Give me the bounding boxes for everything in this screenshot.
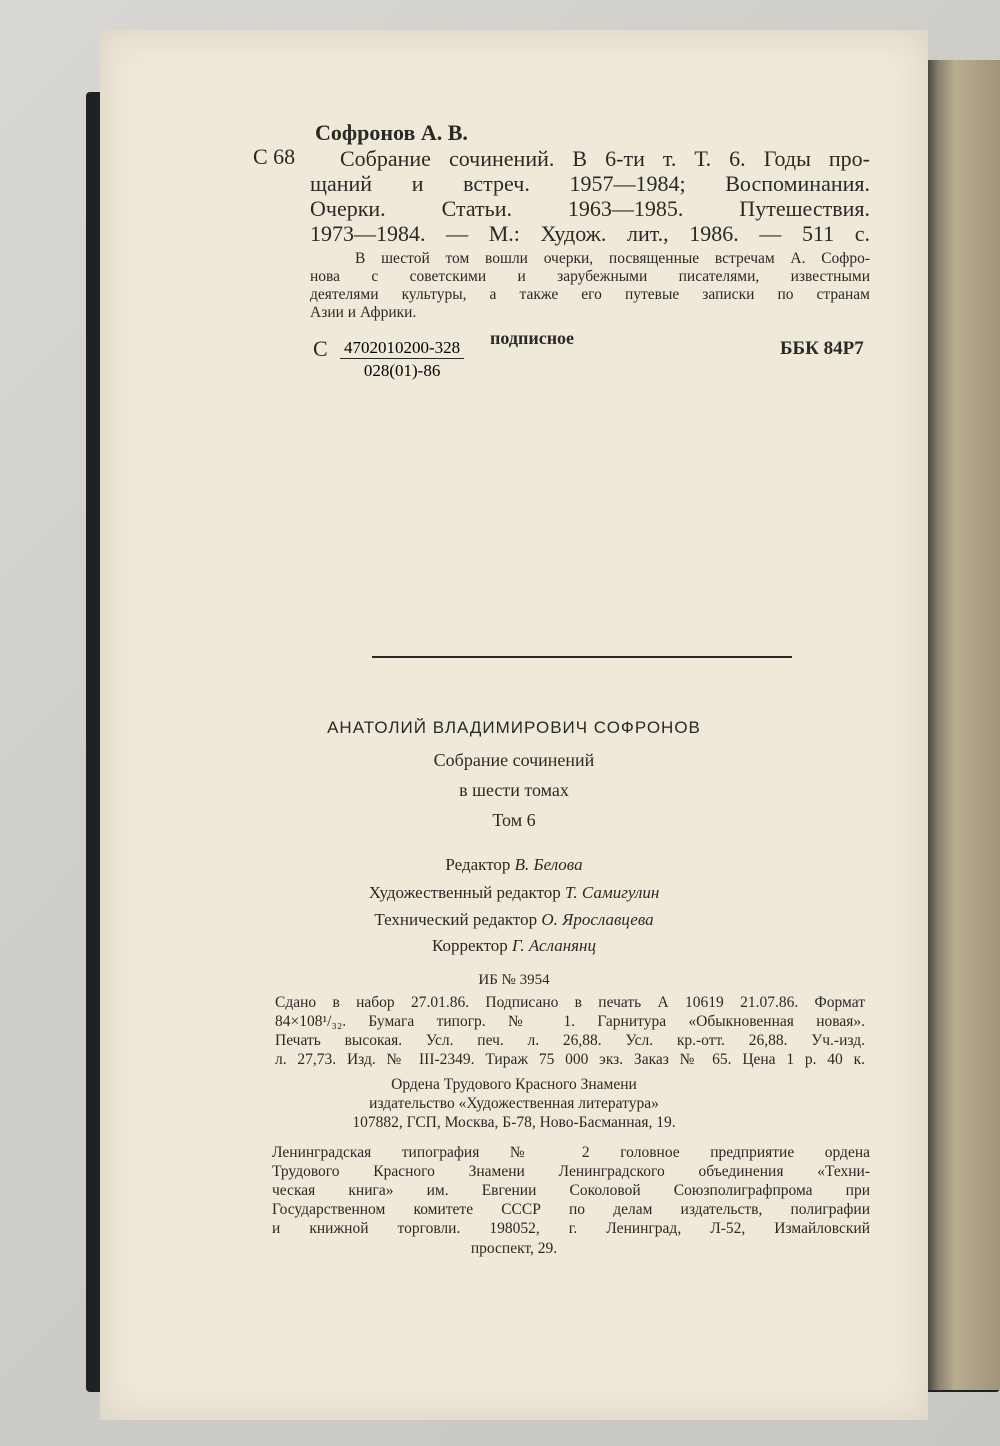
entry-line-1: Собрание сочинений. В 6-ти т. Т. 6. Годы про- <box>340 146 870 171</box>
book-page <box>100 30 928 1420</box>
credit-name: Г. Асланянц <box>512 936 596 955</box>
production-line-4: л. 27,73. Изд. № III-2349. Тираж 75 000 экз. Заказ № 65. Цена 1 р. 40 к. <box>275 1051 865 1068</box>
index-denominator: 028(01)-86 <box>363 361 441 380</box>
annotation-line-4: Азии и Африки. <box>310 304 417 321</box>
index-fraction <box>340 338 464 381</box>
printer-line-3: ческая книга» им. Евгении Соколовой Союзполиграфпрома при <box>272 1182 870 1199</box>
entry-line-2: щаний и встреч. 1957—1984; Воспоминания. <box>310 171 870 196</box>
annotation-line-1: В шестой том вошли очерки, посвященные встречам А. Софро- <box>355 250 870 267</box>
publisher-line-2: издательство «Художественная литература» <box>369 1095 659 1112</box>
series-title: Собрание сочинений <box>433 750 595 770</box>
credit-name: Т. Самигулин <box>565 883 660 902</box>
credit-editor <box>100 855 928 875</box>
entry-line-3: Очерки. Статьи. 1963—1985. Путешествия. <box>310 196 870 221</box>
printer-line-1: Ленинградская типография № 2 головное предприятие ордена <box>272 1144 870 1161</box>
entry-line-4: 1973—1984. — М.: Худож. лит., 1986. — 511 с. <box>310 221 870 246</box>
separator-rule <box>372 656 792 658</box>
author-full-name: АНАТОЛИЙ ВЛАДИМИРОВИЧ СОФРОНОВ <box>327 718 701 737</box>
right-page-edge <box>925 60 1000 1390</box>
printer-line-6: проспект, 29. <box>470 1240 558 1257</box>
annotation-line-3: деятелями культуры, а также его путевые записки по странам <box>310 286 870 303</box>
author-heading: Софронов А. В. <box>315 120 468 145</box>
credit-role: Корректор <box>432 936 508 955</box>
credit-name: В. Белова <box>514 855 583 874</box>
annotation-line-2: нова с советскими и зарубежными писателями, известными <box>310 268 870 285</box>
volume-number: Том 6 <box>492 810 536 830</box>
credit-art-editor <box>100 883 928 903</box>
credit-name: О. Ярославцева <box>541 910 654 929</box>
publisher-line-1: Ордена Трудового Красного Знамени <box>391 1076 637 1093</box>
printer-line-2: Трудового Красного Знамени Ленинградского объединения «Техни- <box>272 1163 870 1180</box>
credit-role: Художественный редактор <box>368 883 561 902</box>
index-prefix: С <box>313 336 328 361</box>
ib-number: ИБ № 3954 <box>478 972 550 988</box>
production-line-3: Печать высокая. Усл. печ. л. 26,88. Усл. кр.-отт. 26,88. Уч.-изд. <box>275 1032 865 1049</box>
printer-line-5: и книжной торговли. 198052, г. Ленинград, Л-52, Измайловский <box>272 1220 870 1237</box>
production-line-2: 84×108¹/₃₂. Бумага типогр. № 1. Гарнитура «Обыкновенная новая». <box>275 1013 865 1030</box>
credit-role: Редактор <box>445 855 511 874</box>
index-numerator: 4702010200-328 <box>340 338 464 359</box>
class-mark: С 68 <box>253 144 296 169</box>
bbk-code: ББК 84Р7 <box>780 338 864 359</box>
credit-role: Технический редактор <box>374 910 538 929</box>
series-subtitle: в шести томах <box>459 780 569 800</box>
credit-proofreader <box>100 936 928 956</box>
credit-technical-editor <box>100 910 928 930</box>
printer-line-4: Государственном комитете СССР по делам издательств, полиграфии <box>272 1201 870 1218</box>
publisher-line-3: 107882, ГСП, Москва, Б-78, Ново-Басманная, 19. <box>352 1114 676 1131</box>
subscription-label: подписное <box>490 328 575 348</box>
production-line-1: Сдано в набор 27.01.86. Подписано в печать А 10619 21.07.86. Формат <box>275 994 865 1011</box>
